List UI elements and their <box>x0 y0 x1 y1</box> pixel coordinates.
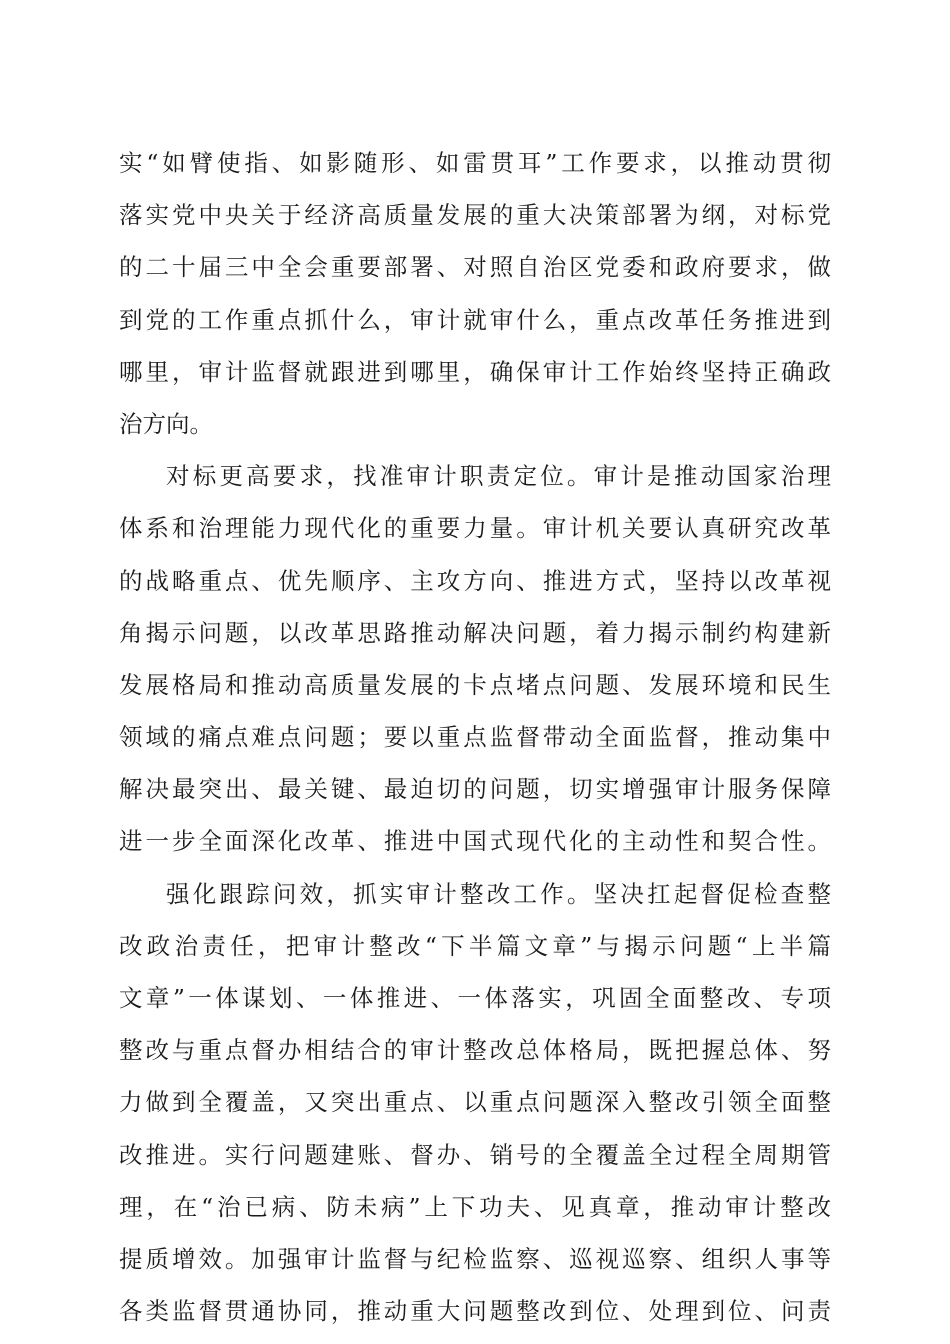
text-line: 整改与重点督办相结合的审计整改总体格局，既把握总体、努 <box>119 1036 831 1065</box>
text-line: 的二十届三中全会重要部署、对照自治区党委和政府要求，做 <box>119 253 831 282</box>
text-line: 体系和治理能力现代化的重要力量。审计机关要认真研究改革 <box>119 514 831 543</box>
text-line: 提质增效。加强审计监督与纪检监察、巡视巡察、组织人事等 <box>119 1244 831 1273</box>
document-page <box>119 137 831 1337</box>
text-line: 领域的痛点难点问题；要以重点监督带动全面监督，推动集中 <box>119 723 831 752</box>
text-line: 进一步全面深化改革、推进中国式现代化的主动性和契合性。 <box>119 827 831 856</box>
paragraph-3 <box>119 868 831 1338</box>
paragraph-1 <box>119 137 831 450</box>
text-line: 角揭示问题，以改革思路推动解决问题，着力揭示制约构建新 <box>119 618 831 647</box>
text-line: 落实党中央关于经济高质量发展的重大决策部署为纲，对标党 <box>119 201 831 230</box>
paragraph-2 <box>119 450 831 868</box>
text-line: 改推进。实行问题建账、督办、销号的全覆盖全过程全周期管 <box>119 1140 831 1169</box>
text-line: 对标更高要求，找准审计职责定位。审计是推动国家治理 <box>166 462 831 491</box>
text-line: 文章”一体谋划、一体推进、一体落实，巩固全面整改、专项 <box>119 984 831 1012</box>
text-line: 力做到全覆盖，又突出重点、以重点问题深入整改引领全面整 <box>119 1088 831 1117</box>
text-line: 改政治责任，把审计整改“下半篇文章”与揭示问题“上半篇 <box>119 931 831 960</box>
text-line: 治方向。 <box>119 409 213 438</box>
text-line: 哪里，审计监督就跟进到哪里，确保审计工作始终坚持正确政 <box>119 357 831 386</box>
text-line: 理，在“治已病、防未病”上下功夫、见真章，推动审计整改 <box>119 1192 831 1221</box>
text-line: 强化跟踪问效，抓实审计整改工作。坚决扛起督促检查整 <box>166 879 831 908</box>
text-line: 到党的工作重点抓什么，审计就审什么，重点改革任务推进到 <box>119 305 831 334</box>
text-line: 实“如臂使指、如影随形、如雷贯耳”工作要求，以推动贯彻 <box>119 149 831 177</box>
text-line: 各类监督贯通协同，推动重大问题整改到位、处理到位、问责 <box>119 1297 831 1326</box>
text-line: 发展格局和推动高质量发展的卡点堵点问题、发展环境和民生 <box>119 670 831 699</box>
text-line: 解决最突出、最关键、最迫切的问题，切实增强审计服务保障 <box>119 775 831 804</box>
text-line: 的战略重点、优先顺序、主攻方向、推进方式，坚持以改革视 <box>119 566 831 595</box>
